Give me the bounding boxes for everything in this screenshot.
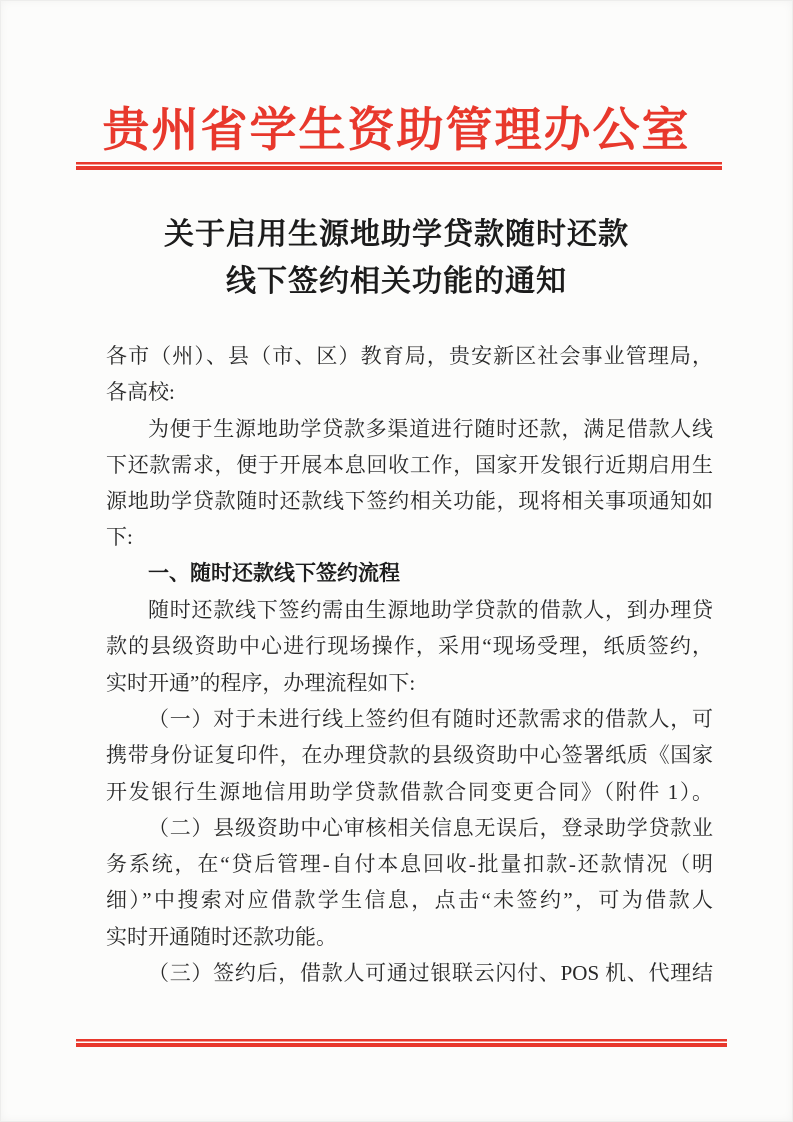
document-title-line-2: 线下签约相关功能的通知 xyxy=(226,265,567,298)
body-line: （二）县级资助中心审核相关信息无误后，登录助学贷款业 xyxy=(148,815,713,840)
letterhead-divider-line xyxy=(76,162,722,170)
body-line: 源地助学贷款随时还款线下签约相关功能，现将相关事项通知如 xyxy=(106,489,713,514)
footer-divider-line xyxy=(76,1039,727,1047)
body-line: 开发银行生源地信用助学贷款借款合同变更合同》（附件 1）。 xyxy=(106,779,713,804)
section-heading: 一、随时还款线下签约流程 xyxy=(148,561,400,585)
body-line: 为便于生源地助学贷款多渠道进行随时还款，满足借款人线 xyxy=(148,416,713,441)
body-line: （三）签约后，借款人可通过银联云闪付、POS 机、代理结 xyxy=(148,961,713,986)
body-line: 下还款需求，便于开展本息回收工作，国家开发银行近期启用生 xyxy=(106,452,713,477)
body-line: 下: xyxy=(106,525,133,550)
body-line: 各市（州）、县（市、区）教育局，贵安新区社会事业管理局， xyxy=(106,344,713,368)
body-line: 务系统，在“贷后管理-自付本息回收-批量扣款-还款情况（明 xyxy=(106,852,713,877)
document-title-line-1: 关于启用生源地助学贷款随时还款 xyxy=(164,218,629,251)
body-line: 各高校: xyxy=(106,380,175,405)
letterhead-title: 贵州省学生资助管理办公室 xyxy=(102,105,691,157)
document-title xyxy=(0,211,793,305)
document-body xyxy=(106,338,713,991)
body-line: 实时开通随时还款功能。 xyxy=(106,924,337,949)
body-line: （一）对于未进行线上签约但有随时还款需求的借款人，可 xyxy=(148,706,713,731)
body-line: 实时开通”的程序，办理流程如下: xyxy=(106,670,416,695)
body-line: 细）”中搜索对应借款学生信息，点击“未签约”，可为借款人 xyxy=(106,888,713,913)
body-line: 随时还款线下签约需由生源地助学贷款的借款人，到办理贷 xyxy=(148,598,713,623)
body-line: 携带身份证复印件，在办理贷款的县级资助中心签署纸质《国家 xyxy=(106,743,713,768)
body-line: 款的县级资助中心进行现场操作，采用“现场受理，纸质签约， xyxy=(106,634,713,659)
